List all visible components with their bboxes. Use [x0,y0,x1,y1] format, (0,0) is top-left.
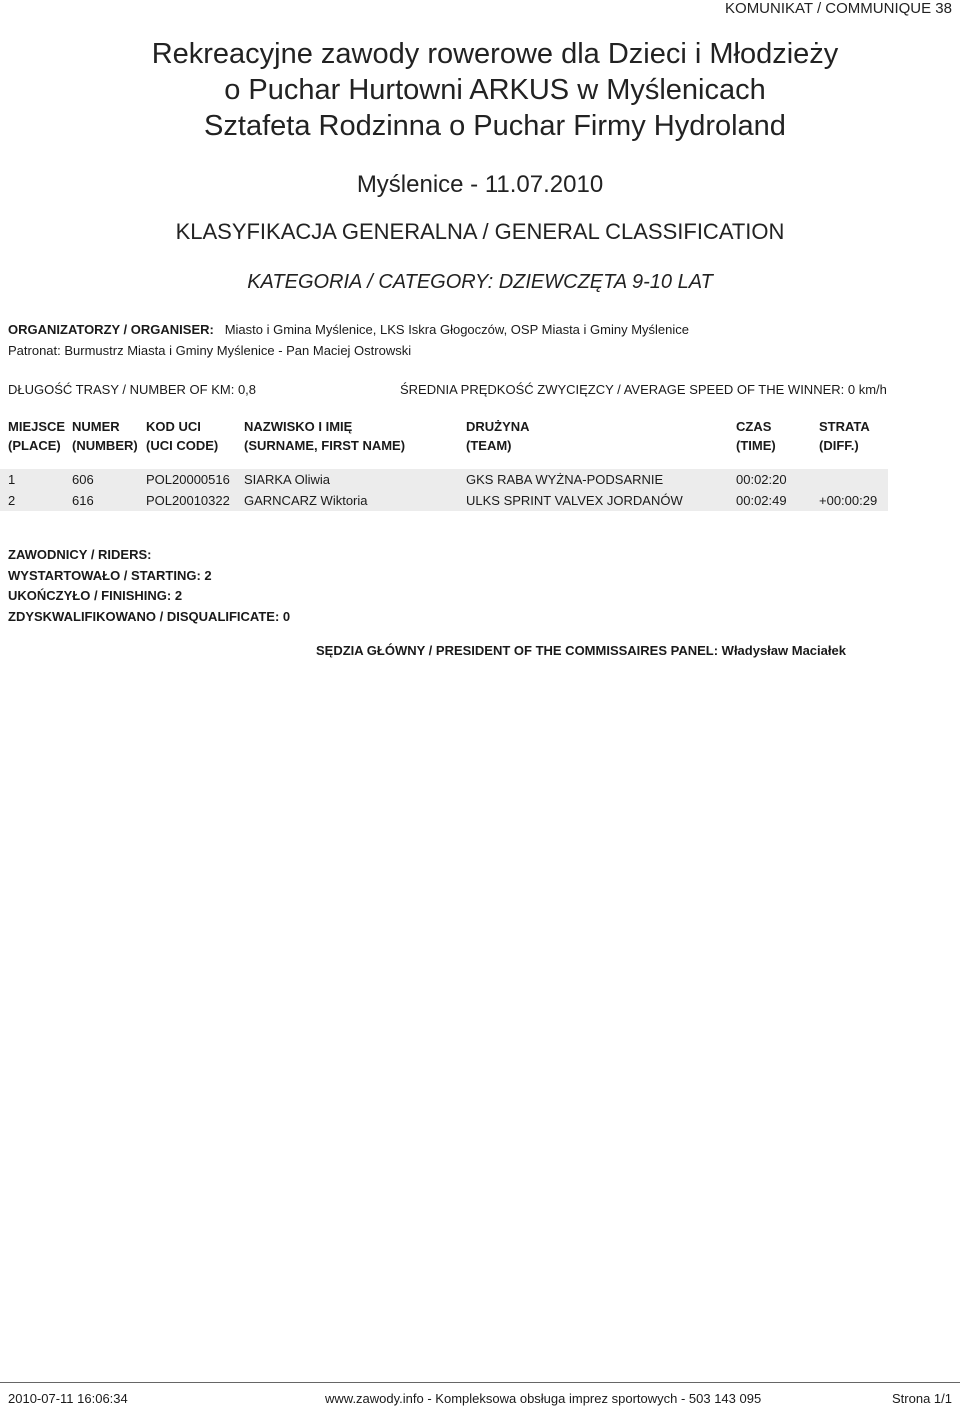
header-uci-pl: KOD UCI [146,419,201,434]
header-team-en: (TEAM) [466,438,512,453]
cell-team: ULKS SPRINT VALVEX JORDANÓW [466,493,683,508]
cell-place: 2 [8,493,16,508]
riders-summary [8,545,290,627]
cell-time: 00:02:20 [736,472,787,487]
header-name-pl: NAZWISKO I IMIĘ [244,419,353,434]
table-row [0,490,888,511]
cell-name: GARNCARZ Wiktoria [244,493,368,508]
cell-time: 00:02:49 [736,493,787,508]
header-team-pl: DRUŻYNA [466,419,530,434]
footer-site: www.zawody.info - Kompleksowa obsługa imprez sportowych - 503 143 095 [325,1391,762,1406]
riders-starting: WYSTARTOWAŁO / STARTING: 2 [8,567,212,583]
distance-info: DŁUGOŚĆ TRASY / NUMBER OF KM: 0,8 [8,382,257,397]
cell-number: 606 [72,472,94,487]
organiser-value: Miasto i Gmina Myślenice, LKS Iskra Głogoczów, OSP Miasta i Gminy Myślenice [224,322,689,337]
footer-page: Strona 1/1 [892,1391,952,1406]
riders-disqualified: ZDYSKWALIFIKOWANO / DISQUALIFICATE: 0 [8,608,291,624]
header-name-en: (SURNAME, FIRST NAME) [244,438,406,453]
header-diff-pl: STRATA [819,419,870,434]
category-title: KATEGORIA / CATEGORY: DZIEWCZĘTA 9-10 LAT [247,271,713,293]
cell-uci: POL20010322 [146,493,230,508]
header-diff-en: (DIFF.) [819,438,859,453]
event-title-line-2: o Puchar Hurtowni ARKUS w Myślenicach [224,74,766,106]
event-title-line-1: Rekreacyjne zawody rowerowe dla Dzieci i Młodzieży [151,38,839,70]
table-row [0,469,888,490]
riders-heading: ZAWODNICY / RIDERS: [8,547,152,562]
header-time-en: (TIME) [736,438,776,453]
cell-number: 616 [72,493,94,508]
classification-title: KLASYFIKACJA GENERALNA / GENERAL CLASSIFICATION [175,219,785,244]
cell-place: 1 [8,472,16,487]
header-number-en: (NUMBER) [72,438,138,453]
header-place-en: (PLACE) [8,438,61,453]
event-title-line-3: Sztafeta Rodzinna o Puchar Firmy Hydroland [204,110,786,142]
header-place-pl: MIEJSCE [8,419,66,434]
chief-judge: SĘDZIA GŁÓWNY / PRESIDENT OF THE COMMISSAIRES PANEL: Władysław Maciałek [316,643,846,658]
header-time-pl: CZAS [736,419,772,434]
header-uci-en: (UCI CODE) [146,438,219,453]
cell-uci: POL20000516 [146,472,230,487]
avg-speed-info: ŚREDNIA PRĘDKOŚĆ ZWYCIĘZCY / AVERAGE SPEED OF THE WINNER: 0 km/h [400,382,887,397]
organiser-label: ORGANIZATORZY / ORGANISER: [8,322,214,337]
organiser-line [8,322,689,337]
patron-line: Patronat: Burmustrz Miasta i Gminy Myślenice - Pan Maciej Ostrowski [8,343,412,358]
cell-team: GKS RABA WYŻNA-PODSARNIE [466,472,664,487]
communique-number: KOMUNIKAT / COMMUNIQUE 38 [725,0,952,17]
cell-name: SIARKA Oliwia [244,472,330,487]
footer-divider [0,1382,960,1383]
riders-finishing: UKOŃCZYŁO / FINISHING: 2 [8,588,183,603]
header-number-pl: NUMER [72,419,120,434]
footer-timestamp: 2010-07-11 16:06:34 [8,1391,128,1406]
cell-diff: +00:00:29 [819,493,878,508]
venue-date: Myślenice - 11.07.2010 [356,171,604,198]
